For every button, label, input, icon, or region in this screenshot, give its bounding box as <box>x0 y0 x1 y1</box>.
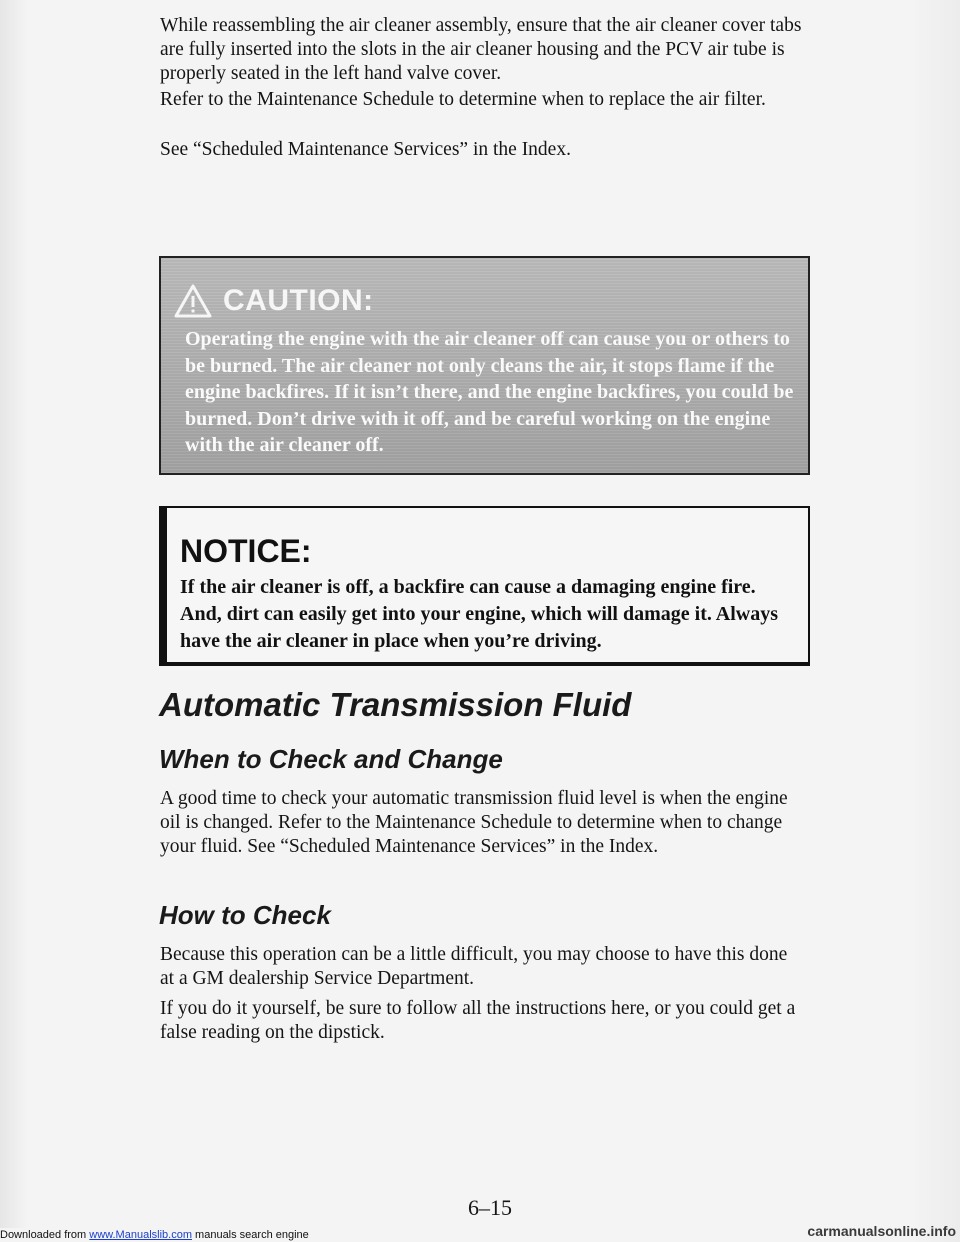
paragraph-see-index: See “Scheduled Maintenance Services” in the Index. <box>160 139 571 160</box>
caution-box <box>159 256 810 475</box>
footer-suffix: manuals search engine <box>195 1229 309 1241</box>
caution-header <box>173 276 374 326</box>
caution-text: Operating the engine with the air cleaner off can cause you or others to be burned. The air cleaner not only cleans the air, it stops flame if the engine backfires. If it isn’t there, and the engine backfires, you could be burned. Don’t drive with it off, and be careful working on the engine with the air cleaner off. <box>185 328 794 456</box>
paragraph-dealership: Because this operation can be a little difficult, you may choose to have this done at a GM dealership Service Department. <box>160 944 788 989</box>
subheading-how-to-check: How to Check <box>159 900 331 930</box>
page-edge-right <box>910 0 960 1242</box>
notice-text: If the air cleaner is off, a backfire can cause a damaging engine fire. And, dirt can easily get into your engine, which will damage it. Always have the air cleaner in place when you’re driving. <box>180 576 778 652</box>
page-number: 6–15 <box>468 1195 512 1220</box>
warning-triangle-icon <box>173 283 213 319</box>
section-heading: Automatic Transmission Fluid <box>159 686 632 723</box>
subheading-when-to-check: When to Check and Change <box>159 744 503 774</box>
footer-prefix: Downloaded from <box>0 1229 87 1241</box>
paragraph-instructions: If you do it yourself, be sure to follow all the instructions here, or you could get a false reading on the dipstick. <box>160 998 796 1043</box>
page-edge-left <box>0 0 28 1242</box>
paragraph-when-to-check: A good time to check your automatic transmission fluid level is when the engine oil is changed. Refer to the Maintenance Schedule to determine when to change your fluid. See “Scheduled Maintenance Services” in the Index. <box>160 788 788 857</box>
caution-title: CAUTION: <box>223 284 374 317</box>
footer-link[interactable]: www.Manualslib.com <box>89 1229 192 1241</box>
paragraph-reassembly: While reassembling the air cleaner assembly, ensure that the air cleaner cover tabs are fully inserted into the slots in the air cleaner housing and the PCV air tube is properly seated in the left hand valve cover. <box>160 15 802 84</box>
watermark: carmanualsonline.info <box>807 1223 956 1239</box>
notice-box <box>159 506 810 666</box>
paragraph-replace-filter: Refer to the Maintenance Schedule to determine when to replace the air filter. <box>160 89 766 110</box>
download-footer <box>0 1228 420 1242</box>
notice-title: NOTICE: <box>180 533 312 569</box>
